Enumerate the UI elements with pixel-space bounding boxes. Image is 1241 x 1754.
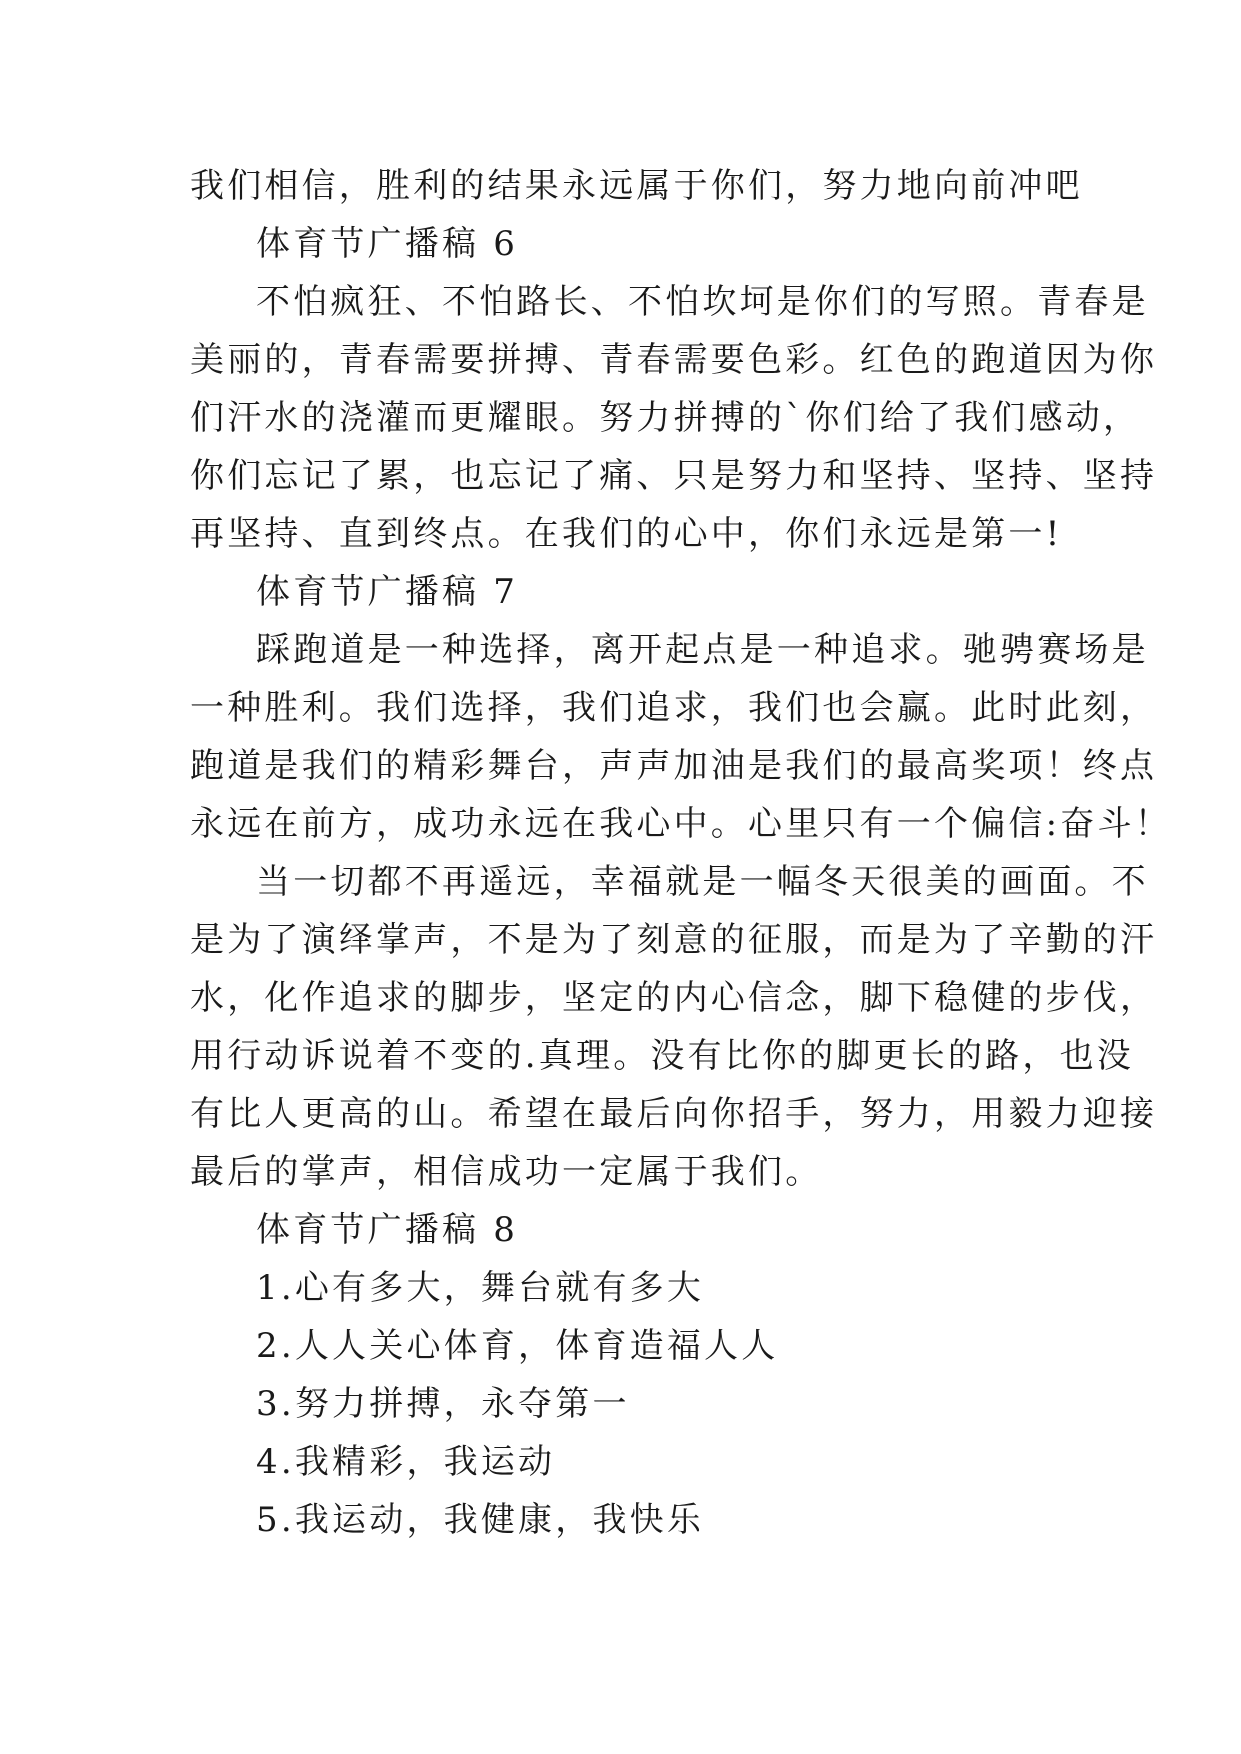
paragraph-line: 一种胜利。我们选择，我们追求，我们也会赢。此时此刻， <box>190 688 1158 728</box>
paragraph-line: 我们相信，胜利的结果永远属于你们，努力地向前冲吧 <box>190 166 1083 206</box>
paragraph-line: 再坚持、直到终点。在我们的心中，你们永远是第一! <box>190 514 1063 554</box>
paragraph-line: 你们忘记了累，也忘记了痛、只是努力和坚持、坚持、坚持 <box>190 456 1158 496</box>
list-item: 2.人人关心体育，体育造福人人 <box>256 1326 779 1366</box>
paragraph-line: 当一切都不再遥远，幸福就是一幅冬天很美的画面。不 <box>256 862 1149 902</box>
paragraph-line: 最后的掌声，相信成功一定属于我们。 <box>190 1152 823 1192</box>
paragraph-line: 不怕疯狂、不怕路长、不怕坎坷是你们的写照。青春是 <box>256 282 1149 322</box>
list-item: 5.我运动，我健康，我快乐 <box>256 1500 705 1540</box>
list-item: 3.努力拼搏，永夺第一 <box>256 1384 630 1424</box>
section-heading: 体育节广播稿 7 <box>256 572 519 612</box>
paragraph-line: 是为了演绎掌声，不是为了刻意的征服，而是为了辛勤的汗 <box>190 920 1158 960</box>
paragraph-line: 踩跑道是一种选择，离开起点是一种追求。驰骋赛场是 <box>256 630 1149 670</box>
list-item: 4.我精彩，我运动 <box>256 1442 556 1482</box>
paragraph-line: 们汗水的浇灌而更耀眼。努力拼搏的`你们给了我们感动， <box>190 398 1141 438</box>
paragraph-line: 有比人更高的山。希望在最后向你招手，努力，用毅力迎接 <box>190 1094 1158 1134</box>
paragraph-line: 跑道是我们的精彩舞台，声声加油是我们的最高奖项！终点 <box>190 746 1158 786</box>
paragraph-line: 永远在前方，成功永远在我心中。心里只有一个偏信:奋斗！ <box>190 804 1172 844</box>
section-heading: 体育节广播稿 8 <box>256 1210 519 1250</box>
paragraph-line: 水，化作追求的脚步，坚定的内心信念，脚下稳健的步伐， <box>190 978 1158 1018</box>
paragraph-line: 用行动诉说着不变的.真理。没有比你的脚更长的路，也没 <box>190 1036 1135 1076</box>
section-heading: 体育节广播稿 6 <box>256 224 519 264</box>
paragraph-line: 美丽的，青春需要拼搏、青春需要色彩。红色的跑道因为你 <box>190 340 1158 380</box>
list-item: 1.心有多大，舞台就有多大 <box>256 1268 705 1308</box>
